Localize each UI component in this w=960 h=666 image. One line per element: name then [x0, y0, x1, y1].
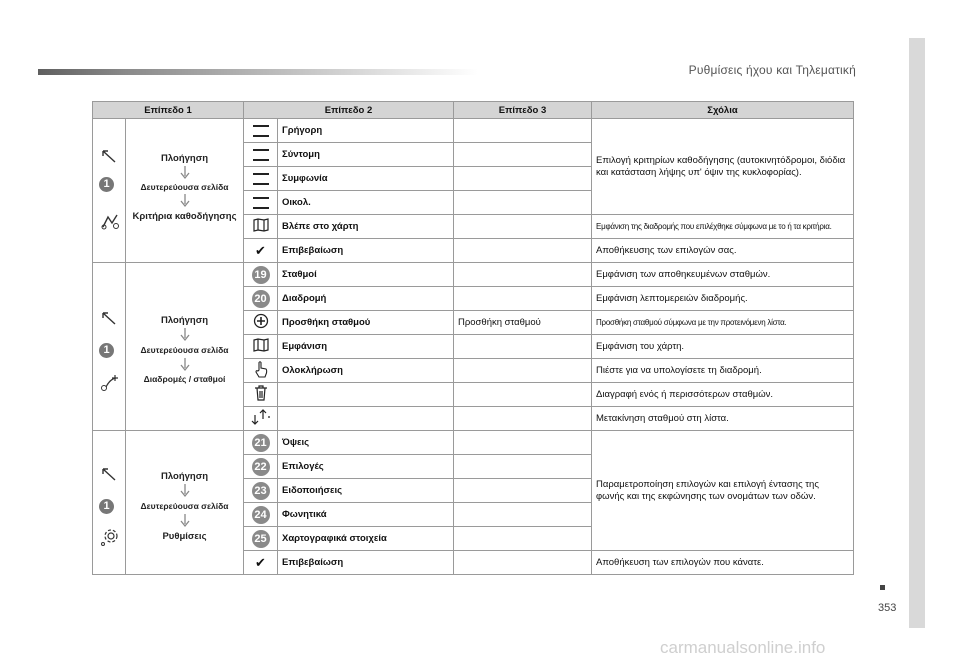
level2-label[interactable]: Σταθμοί: [278, 263, 454, 287]
route-eco-icon: [253, 197, 269, 209]
level1-sub-label: Δευτερεύουσα σελίδα: [140, 345, 229, 355]
comment-cell: Μετακίνηση σταθμού στη λίστα.: [592, 407, 854, 431]
step-badge: 1: [99, 177, 114, 192]
level2-label[interactable]: Εμφάνιση: [278, 335, 454, 359]
level3-cell: [454, 215, 592, 239]
map-view-icon: [253, 338, 269, 352]
arrow-down-icon: [180, 358, 190, 372]
comment-cell: Εμφάνιση της διαδρομής που επιλέχθηκε σύμφωνα με το ή τα κριτήρια.: [592, 215, 854, 239]
navigation-icon: [100, 467, 118, 483]
level2-icon-cell: [244, 215, 278, 239]
add-waypoint-icon: [253, 313, 269, 329]
level2-label[interactable]: Φωνητικά: [278, 503, 454, 527]
level2-label[interactable]: Επιλογές: [278, 455, 454, 479]
level1-sub-label: Δευτερεύουσα σελίδα: [140, 182, 229, 192]
level1-sub-label: Δευτερεύουσα σελίδα: [140, 501, 229, 511]
comment-cell: Εμφάνιση του χάρτη.: [592, 335, 854, 359]
level2-icon-cell: [244, 359, 278, 383]
column-header: Σχόλια: [592, 102, 854, 119]
level2-icon-cell: [244, 191, 278, 215]
number-badge: 23: [252, 482, 270, 500]
section-title: Ρυθμίσεις ήχου και Τηλεματική: [688, 63, 856, 77]
number-badge: 22: [252, 458, 270, 476]
level1-nav-label: Πλοήγηση: [160, 471, 209, 482]
settings-gear-icon: [100, 527, 120, 547]
arrow-down-icon: [180, 194, 190, 208]
number-badge: 21: [252, 434, 270, 452]
level3-cell[interactable]: Προσθήκη σταθμού: [454, 311, 592, 335]
level1-icons-cell: [93, 263, 126, 431]
level2-label[interactable]: Συμφωνία: [278, 167, 454, 191]
level2-icon-cell: [244, 503, 278, 527]
level2-label[interactable]: Προσθήκη σταθμού: [278, 311, 454, 335]
arrow-down-icon: [180, 166, 190, 180]
level2-label[interactable]: Επιβεβαίωση: [278, 551, 454, 575]
number-badge: 24: [252, 506, 270, 524]
level1-path-cell: [126, 119, 244, 263]
guidance-criteria-icon: [100, 211, 120, 231]
arrow-down-icon: [180, 484, 190, 498]
finger-press-icon: [253, 360, 269, 378]
level2-icon-cell: [244, 335, 278, 359]
level3-cell: [454, 455, 592, 479]
page-number: 353: [878, 602, 897, 614]
table-header-row: [93, 102, 854, 119]
comment-cell: Διαγραφή ενός ή περισσότερων σταθμών.: [592, 383, 854, 407]
level2-icon-cell: [244, 263, 278, 287]
trash-icon[interactable]: [254, 385, 268, 401]
route-compromise-icon: [253, 173, 269, 185]
level2-label[interactable]: Χαρτογραφικά στοιχεία: [278, 527, 454, 551]
watermark: carmanualsonline.info: [660, 638, 826, 657]
settings-table: [92, 101, 854, 575]
level3-cell: [454, 287, 592, 311]
level2-label[interactable]: Βλέπε στο χάρτη: [278, 215, 454, 239]
level2-label[interactable]: Διαδρομή: [278, 287, 454, 311]
level1-final-label: Διαδρομές / σταθμοί: [143, 374, 226, 384]
level3-cell: [454, 431, 592, 455]
header-gradient-bar: [38, 69, 478, 75]
table-row: [93, 431, 854, 455]
comment-cell: Αποθήκευση των επιλογών που κάνατε.: [592, 551, 854, 575]
level1-nav-label: Πλοήγηση: [160, 153, 209, 164]
level3-cell: [454, 335, 592, 359]
comment-cell: Προσθήκη σταθμού σύμφωνα με την προτεινόμενη λίστα.: [592, 311, 854, 335]
level2-label[interactable]: Ειδοποιήσεις: [278, 479, 454, 503]
level3-cell: [454, 479, 592, 503]
level3-cell: [454, 407, 592, 431]
level3-cell: [454, 239, 592, 263]
check-icon: ✔: [244, 239, 278, 263]
level3-cell: [454, 191, 592, 215]
level3-cell: [454, 503, 592, 527]
map-view-icon: [253, 218, 269, 232]
level1-final-label: Κριτήρια καθοδήγησης: [132, 211, 237, 222]
column-header: Επίπεδο 1: [93, 102, 244, 119]
comment-cell: Πιέστε για να υπολογίσετε τη διαδρομή.: [592, 359, 854, 383]
comment-cell: Παραμετροποίηση επιλογών και επιλογή έντασης της φωνής και της εκφώνησης των ονομάτων των οδών.: [592, 431, 854, 551]
level2-label[interactable]: Επιβεβαίωση: [278, 239, 454, 263]
level2-icon-cell: [244, 527, 278, 551]
page-marker: [880, 585, 885, 590]
level2-label[interactable]: Σύντομη: [278, 143, 454, 167]
navigation-icon: [100, 311, 118, 327]
level1-icons-cell: [93, 119, 126, 263]
level2-icon-cell: [244, 119, 278, 143]
level3-cell: [454, 167, 592, 191]
reorder-icon[interactable]: [250, 409, 272, 425]
arrow-down-icon: [180, 514, 190, 528]
level2-icon-cell: [244, 431, 278, 455]
level2-label[interactable]: Όψεις: [278, 431, 454, 455]
level1-icons-cell: [93, 431, 126, 575]
level3-cell: [454, 143, 592, 167]
step-badge: 1: [99, 343, 114, 358]
level2-label[interactable]: Γρήγορη: [278, 119, 454, 143]
page-edge-strip: [909, 38, 925, 628]
level2-label[interactable]: Οικολ.: [278, 191, 454, 215]
route-short-icon: [253, 149, 269, 161]
check-icon: ✔: [244, 551, 278, 575]
level1-final-label: Ρυθμίσεις: [162, 531, 207, 542]
level2-label: [278, 383, 454, 407]
number-badge: 20: [252, 290, 270, 308]
level1-path-cell: [126, 263, 244, 431]
comment-cell: Αποθήκευσης των επιλογών σας.: [592, 239, 854, 263]
level3-cell: [454, 383, 592, 407]
level2-icon-cell: [244, 143, 278, 167]
step-badge: 1: [99, 499, 114, 514]
level2-label[interactable]: Ολοκλήρωση: [278, 359, 454, 383]
level3-cell: [454, 551, 592, 575]
comment-cell: Εμφάνιση λεπτομερειών διαδρομής.: [592, 287, 854, 311]
level2-icon-cell: [244, 407, 278, 431]
comment-cell: Εμφάνιση των αποθηκευμένων σταθμών.: [592, 263, 854, 287]
number-badge: 19: [252, 266, 270, 284]
number-badge: 25: [252, 530, 270, 548]
level2-icon-cell: [244, 383, 278, 407]
level2-icon-cell: [244, 167, 278, 191]
arrow-down-icon: [180, 328, 190, 342]
column-header: Επίπεδο 3: [454, 102, 592, 119]
column-header: Επίπεδο 2: [244, 102, 454, 119]
level3-cell: [454, 263, 592, 287]
level2-icon-cell: [244, 311, 278, 335]
level2-icon-cell: [244, 479, 278, 503]
table-row: [93, 119, 854, 143]
level2-icon-cell: [244, 287, 278, 311]
navigation-icon: [100, 149, 118, 165]
level2-icon-cell: [244, 455, 278, 479]
table-row: [93, 263, 854, 287]
route-fast-icon: [253, 125, 269, 137]
comment-cell: Επιλογή κριτηρίων καθοδήγησης (αυτοκινητόδρομοι, διόδια και κατάσταση λήψης υπ' όψιν της κυκλοφορίας).: [592, 119, 854, 215]
level1-path-cell: [126, 431, 244, 575]
level3-cell: [454, 527, 592, 551]
level1-nav-label: Πλοήγηση: [160, 315, 209, 326]
level3-cell: [454, 119, 592, 143]
waypoints-icon: [100, 373, 120, 393]
level2-label: [278, 407, 454, 431]
level3-cell: [454, 359, 592, 383]
